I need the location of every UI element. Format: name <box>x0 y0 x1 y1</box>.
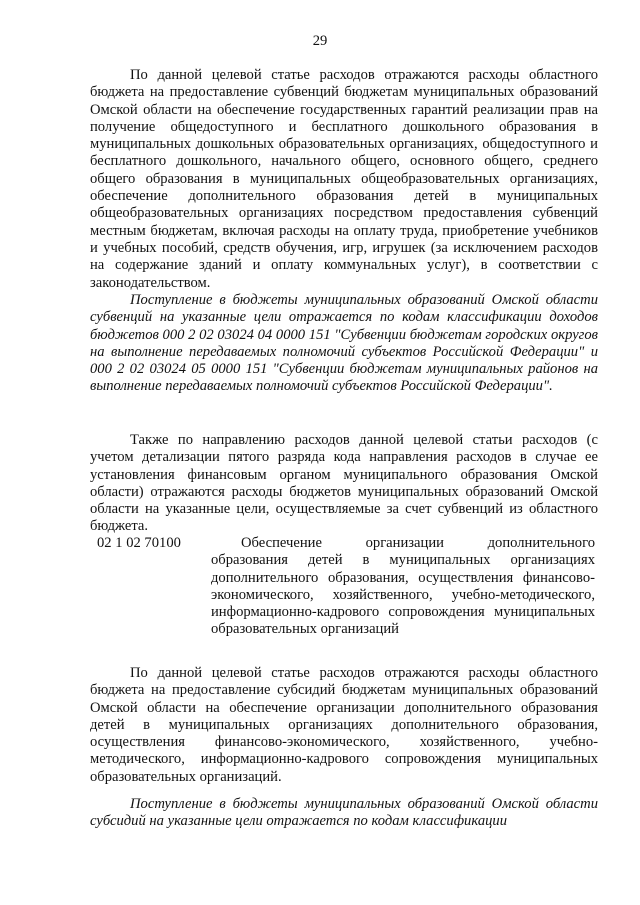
paragraph-subvention-income-codes <box>90 292 598 396</box>
paragraph-text: Также по направлению расходов данной целевой статьи расходов (с учетом детализации пятого разряда кода направления расходов в случае ее установления финансовым органом муниципального образования Омской области) отражаются расходы бюджетов муниципальных образований Омской области на указанные цели, осуществляемые за счет субвенций из областного бюджета. <box>90 432 598 535</box>
page-number: 29 <box>312 33 328 49</box>
paragraph-text: По данной целевой статье расходов отражаются расходы областного бюджета на предоставление субвенций бюджетам муниципальных образований Омской области на обеспечение государственных гарантий реализации прав на получение общедоступного и бесплатного дошкольного образования в муниципальных дошкольных образовательных организациях, общедоступного и бесплатного дошкольного, начального общего, основного общего, среднего общего образования в муниципальных общеобразовательных организациях, обеспечение дополнительного образования детей в муниципальных общеобразовательных организациях посредством предоставления субвенций местным бюджетам, включая расходы на оплату труда, приобретение учебников и учебных пособий, средств обучения, игр, игрушек (за исключением расходов на содержание зданий и оплату коммунальных услуг), в соответствии с законодательством. <box>90 67 598 291</box>
paragraph-subsidy-expenses <box>90 665 598 786</box>
paragraph-text: Поступление в бюджеты муниципальных образований Омской области субсидий на указанные цели отражается по кодам классификации <box>90 796 598 830</box>
budget-code: 02 1 02 70100 <box>97 535 181 551</box>
paragraph-text: Поступление в бюджеты муниципальных образований Омской области субвенций на указанные цели отражается по кодам классификации доходов бюджетов 000 2 02 03024 04 0000 151 "Субвенции бюджетам городских округов на выполнение передаваемых полномочий субъектов Российской Федерации" и 000 2 02 03024 05 0000 151 "Субвенции бюджетам муниципальных районов на выполнение передаваемых полномочий субъектов Российской Федерации". <box>90 292 598 395</box>
budget-code-description: Обеспечение организации дополнительного образования детей в муниципальных организациях дополнительного образования, осуществления финансово-экономического, хозяйственного, учебно-методического, информационно-кадрового сопровождения муниципальных образовательных организаций <box>211 535 595 638</box>
paragraph-municipal-expenses <box>90 432 598 536</box>
paragraph-subvention-expenses <box>90 67 598 292</box>
paragraph-text: По данной целевой статье расходов отражаются расходы областного бюджета на предоставление субсидий бюджетам муниципальных образований Омской области на обеспечение организации дополнительного образования детей в муниципальных организациях дополнительного образования, осуществления финансово-экономического, хозяйственного, учебно-методического, информационно-кадрового сопровождения муниципальных образовательных организаций. <box>90 665 598 785</box>
paragraph-subsidy-income-codes <box>90 796 598 831</box>
